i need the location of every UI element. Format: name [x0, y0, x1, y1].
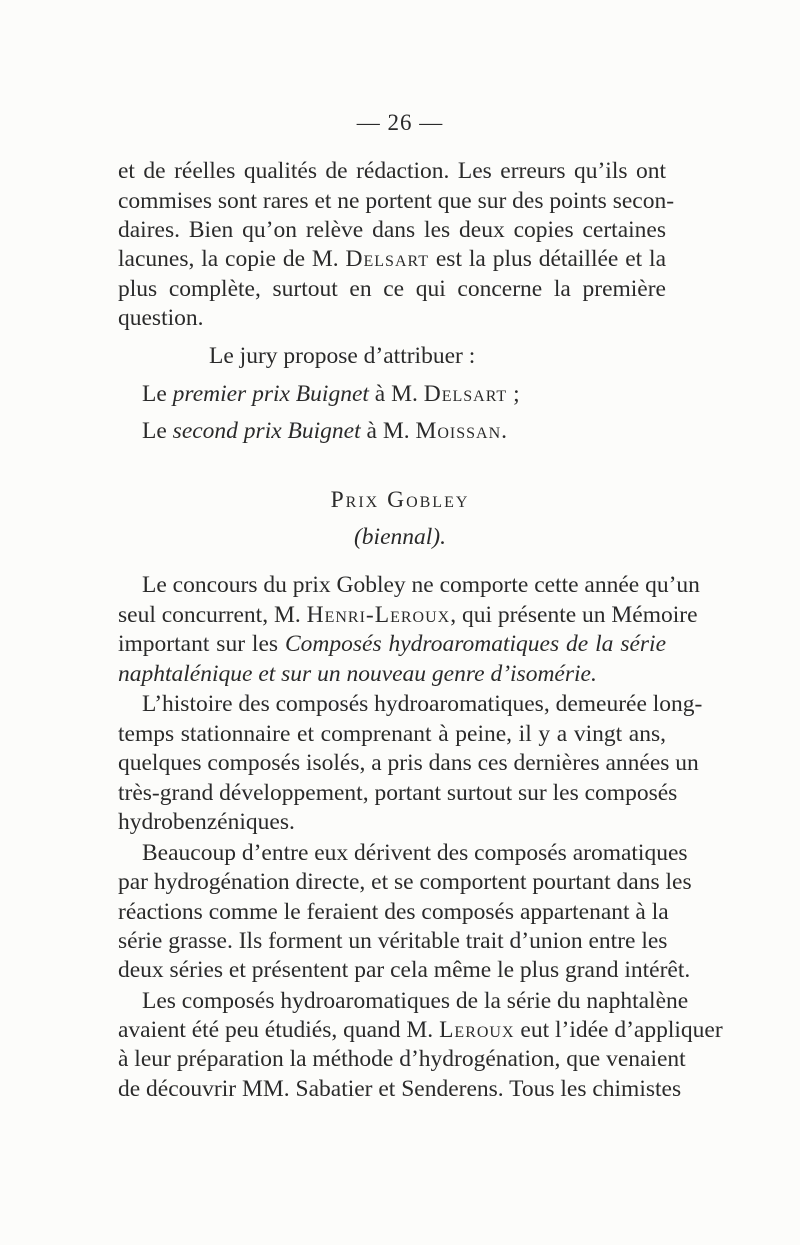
text-span: important sur les	[118, 631, 285, 657]
text-line: quelques composés isolés, a pris dans ces dernières années un	[118, 750, 699, 776]
text-span: à M.	[360, 418, 416, 444]
person-name: Delsart	[423, 381, 508, 407]
text-line	[118, 1015, 723, 1045]
text-span: lacunes, la copie de M.	[118, 246, 346, 272]
prize-line	[142, 379, 520, 409]
page-number: — 26 —	[356, 110, 444, 135]
text-line: L’histoire des composés hydroaromatiques, demeurée long-	[142, 691, 703, 717]
text-span: avaient été peu étudiés, quand M.	[118, 1017, 440, 1043]
text-span: seul concurrent, M.	[118, 602, 307, 628]
text-span: , qui présente un Mémoire	[450, 602, 698, 628]
text-line: à leur préparation la méthode d’hydrogénation, que venaient	[118, 1046, 686, 1072]
text-span: à M.	[368, 381, 424, 407]
text-span: est la plus détaillée et la	[429, 246, 667, 272]
person-name: Delsart	[345, 246, 429, 272]
section-subtitle: (biennal).	[353, 524, 446, 550]
text-span: eut l’idée d’appliquer	[514, 1017, 723, 1043]
text-line	[118, 244, 666, 274]
text-line: deux séries et présentent par cela même le plus grand intérêt.	[118, 957, 691, 983]
text-span: Le	[142, 381, 173, 407]
text-line: plus complète, surtout en ce qui concerne la première	[118, 276, 666, 302]
text-line: de découvrir MM. Sabatier et Senderens. Tous les chimistes	[118, 1076, 682, 1102]
work-title: Composés hydroaromatiques de la série	[284, 631, 666, 657]
text-line: Beaucoup d’entre eux dérivent des composés aromatiques	[142, 840, 688, 866]
text-line: hydrobenzéniques.	[118, 809, 295, 835]
text-line: Les composés hydroaromatiques de la série du naphtalène	[142, 988, 689, 1014]
jury-line: Le jury propose d’attribuer :	[209, 343, 476, 369]
person-name: Leroux	[439, 1017, 515, 1043]
text-span: ;	[507, 381, 520, 407]
text-line: question.	[118, 305, 204, 331]
prize-name: premier prix Buignet	[172, 381, 369, 407]
prize-name: second prix Buignet	[172, 418, 361, 444]
text-line: naphtalénique et sur un nouveau genre d’isomérie.	[118, 661, 597, 687]
text-span: .	[501, 418, 508, 444]
text-line: daires. Bien qu’on relève dans les deux copies certaines	[118, 217, 666, 243]
text-line	[118, 629, 666, 659]
text-line: très-grand développement, portant surtout sur les composés	[118, 780, 678, 806]
person-name: Henri-Leroux	[306, 602, 451, 628]
text-span: Le	[142, 418, 173, 444]
text-line: temps stationnaire et comprenant à peine, il y a vingt ans,	[118, 721, 666, 747]
text-line: Le concours du prix Gobley ne comporte cette année qu’un	[142, 572, 700, 598]
prize-line	[142, 416, 507, 446]
text-line: série grasse. Ils forment un véritable trait d’union entre les	[118, 928, 668, 954]
text-line: et de réelles qualités de rédaction. Les erreurs qu’ils ont	[118, 158, 666, 184]
text-line: par hydrogénation directe, et se comportent pourtant dans les	[118, 869, 692, 895]
section-title: Prix Gobley	[330, 487, 470, 513]
text-line: réactions comme le feraient des composés appartenant à la	[118, 899, 669, 925]
person-name: Moissan	[415, 418, 502, 444]
text-line	[118, 600, 698, 630]
text-line: commises sont rares et ne portent que sur des points secon-	[118, 188, 675, 214]
